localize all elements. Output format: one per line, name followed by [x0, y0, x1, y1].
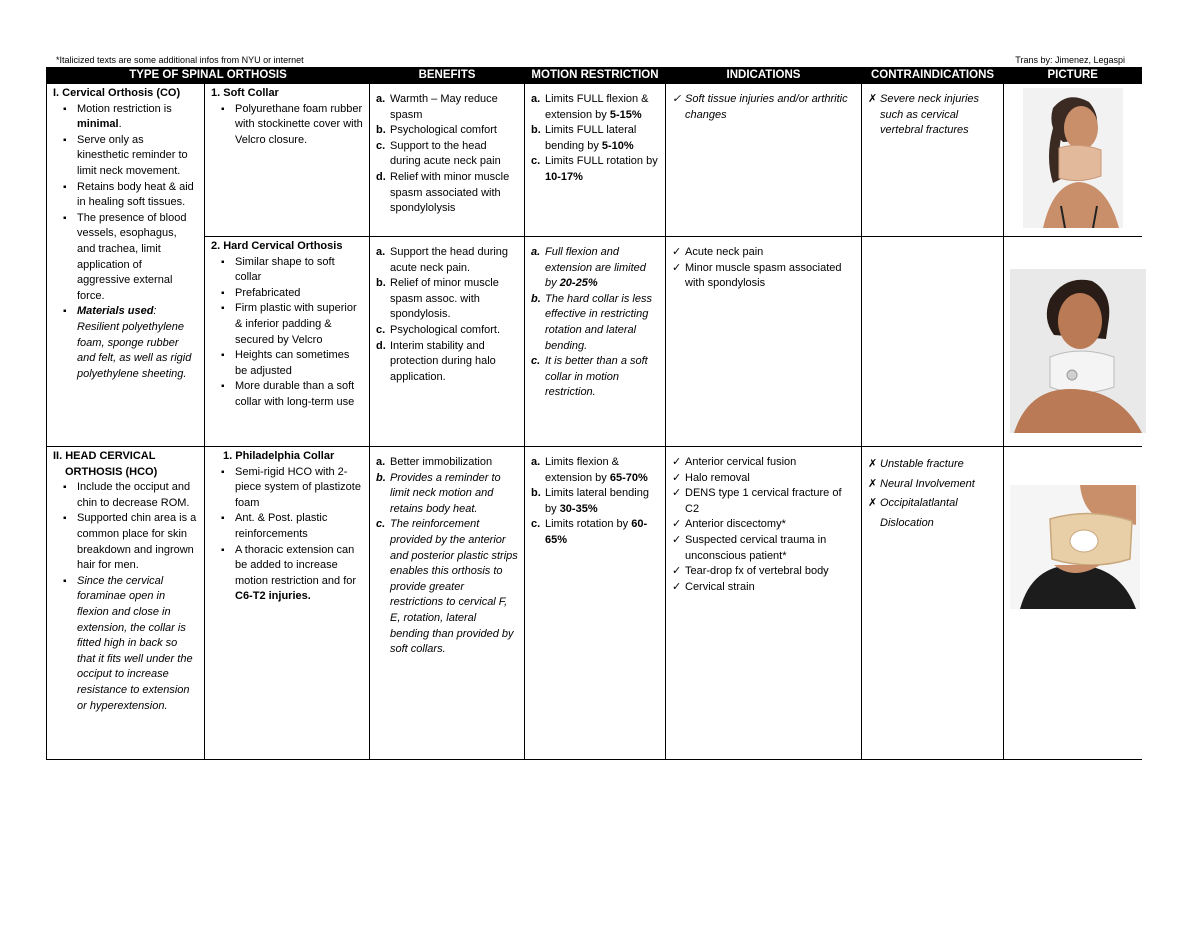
header-motion: MOTION RESTRICTION	[525, 68, 666, 84]
hard-motion-list	[531, 245, 659, 401]
co-bullets	[53, 102, 198, 383]
header-type: TYPE OF SPINAL ORTHOSIS	[47, 68, 370, 84]
list-item: b. Limits lateral bending by 30-35%	[531, 487, 649, 515]
soft-benefits-cell	[370, 84, 525, 237]
list-item: c. The reinforcement provided by the anterior and posterior plastic strips enables this orthosis to provide greater restrictions to cervical F, E, rotation, lateral bending than provided by soft collars.	[376, 518, 518, 656]
list-item: ✓ Acute neck pain	[672, 246, 764, 258]
list-item: b. Provides a reminder to limit neck motion and retains body heat.	[376, 471, 501, 515]
list-item: a. Limits FULL flexion & extension by 5-15%	[531, 93, 649, 121]
list-item: ▪ Polyurethane foam rubber with stockinette cover with Velcro closure.	[211, 102, 363, 149]
header-picture: PICTURE	[1004, 68, 1142, 84]
soft-benefits-list	[376, 92, 518, 217]
list-item: c. Psychological comfort.	[376, 323, 501, 336]
philadelphia-benefits-list	[376, 455, 518, 658]
philadelphia-indications-list	[672, 455, 855, 595]
soft-collar-cell	[205, 84, 370, 237]
list-item: ✓ Suspected cervical trauma in unconscious patient*	[672, 533, 827, 562]
list-item: ▪ Ant. & Post. plastic reinforcements	[211, 511, 363, 542]
list-item: ✗ Neural Involvement	[868, 477, 975, 490]
philadelphia-contra-cell	[862, 447, 1004, 760]
list-item: ✗ Occipitalatlantal Dislocation	[868, 497, 958, 529]
list-item: ✗ Unstable fracture	[868, 458, 964, 470]
list-item: b. The hard collar is less effective in restricting rotation and lateral bending.	[531, 292, 652, 352]
list-item: b. Relief of minor muscle spasm assoc. with spondylosis.	[376, 277, 499, 321]
list-item: a. Limits flexion & extension by 65-70%	[531, 456, 648, 484]
philadelphia-bullets	[211, 465, 363, 605]
list-item: ▪ Semi-rigid HCO with 2-piece system of plastizote foam	[211, 465, 363, 512]
list-item: ▪ Firm plastic with superior & inferior padding & secured by Velcro	[211, 301, 363, 348]
list-item: d. Relief with minor muscle spasm associated with spondylolysis	[376, 170, 510, 215]
list-item: a. Support the head during acute neck pain.	[376, 246, 509, 274]
list-item: ▪ Serve only as kinesthetic reminder to limit neck movement.	[53, 133, 198, 180]
hard-collar-photo	[1010, 269, 1146, 433]
italic-note: *Italicized texts are some additional infos from NYU or internet	[56, 55, 304, 65]
soft-collar-photo	[1023, 88, 1123, 228]
hco-bullets	[53, 480, 198, 714]
list-item: ▪ Materials used: Resilient polyethylene foam, sponge rubber and felt, as well as rigid polyethylene sheeting.	[53, 304, 198, 382]
list-item: ▪ Include the occiput and chin to decrease ROM.	[53, 480, 198, 511]
list-item: c. Limits rotation by 60-65%	[531, 518, 648, 546]
header-benefits: BENEFITS	[370, 68, 525, 84]
header-contra: CONTRAINDICATIONS	[862, 68, 1004, 84]
list-item: ✓ Soft tissue injuries and/or arthritic changes	[672, 93, 848, 121]
list-item: ✓ Cervical strain	[672, 580, 755, 593]
soft-collar-title: 1. Soft Collar	[211, 87, 279, 99]
list-item: ▪ Supported chin area is a common place for skin breakdown and ingrown hair for men.	[53, 511, 198, 573]
philadelphia-collar-photo	[1010, 485, 1140, 609]
list-item: b. Limits FULL lateral bending by 5-10%	[531, 124, 637, 152]
soft-contra-cell	[862, 84, 1004, 237]
list-item: ▪ Motion restriction is minimal.	[53, 102, 198, 133]
hard-contra-cell	[862, 237, 1004, 447]
hard-indications-list	[672, 245, 855, 292]
hco-title: II. HEAD CERVICAL ORTHOSIS (HCO)	[53, 450, 158, 478]
list-item: d. Interim stability and protection during halo application.	[376, 339, 496, 383]
philadelphia-motion-list	[531, 455, 659, 549]
list-item: ✓ DENS type 1 cervical fracture of C2	[672, 487, 842, 515]
list-item: ✓ Minor muscle spasm associated with spondylosis	[672, 261, 842, 290]
table-row	[47, 447, 1142, 760]
philadelphia-indications-cell	[666, 447, 862, 760]
list-item: b. Psychological comfort	[376, 124, 497, 137]
philadelphia-collar-cell	[205, 447, 370, 760]
list-item: ▪ More durable than a soft collar with long-term use	[211, 379, 363, 410]
soft-motion-cell	[525, 84, 666, 237]
co-cell	[47, 84, 205, 447]
hard-orthosis-cell	[205, 237, 370, 447]
list-item: ✓ Anterior discectomy*	[672, 518, 786, 531]
list-item: ▪ A thoracic extension can be added to increase motion restriction and for C6-T2 injuries.	[211, 543, 363, 605]
list-item: ▪ Heights can sometimes be adjusted	[211, 348, 363, 379]
list-item: ✓ Tear-drop fx of vertebral body	[672, 565, 829, 578]
list-item: c. Limits FULL rotation by 10-17%	[531, 155, 658, 183]
hard-collar-picture-cell	[1004, 237, 1142, 447]
philadelphia-contra-list	[868, 455, 997, 533]
hard-benefits-list	[376, 245, 518, 385]
co-title: I. Cervical Orthosis (CO)	[53, 87, 181, 99]
list-item: ▪ Similar shape to soft collar	[211, 255, 363, 286]
hard-motion-cell	[525, 237, 666, 447]
soft-indications-list	[672, 92, 855, 123]
philadelphia-motion-cell	[525, 447, 666, 760]
hard-orthosis-title: 2. Hard Cervical Orthosis	[211, 240, 343, 252]
list-item: ▪ The presence of blood vessels, esophagus, and trachea, limit application of aggressive external force.	[53, 211, 198, 305]
hard-benefits-cell	[370, 237, 525, 447]
list-item: a. Better immobilization	[376, 456, 493, 468]
hard-indications-cell	[666, 237, 862, 447]
list-item: a. Full flexion and extension are limited by 20-25%	[531, 246, 646, 290]
philadelphia-picture-cell	[1004, 447, 1142, 760]
philadelphia-benefits-cell	[370, 447, 525, 760]
header-row	[47, 68, 1142, 84]
orthosis-table	[46, 67, 1142, 760]
list-item: ▪ Prefabricated	[211, 286, 363, 302]
translator-credit: Trans by: Jimenez, Legaspi	[1015, 55, 1125, 65]
soft-indications-cell	[666, 84, 862, 237]
soft-motion-list	[531, 92, 659, 186]
list-item: a. Warmth – May reduce spasm	[376, 93, 498, 121]
hard-orthosis-bullets	[211, 255, 363, 411]
list-item: ▪ Since the cervical foraminae open in flexion and close in extension, the collar is fitted high in back so that it fits well under the occiput to increase resistance to extension or hyperextension.	[53, 574, 198, 714]
list-item: ▪ Retains body heat & aid in healing soft tissues.	[53, 180, 198, 211]
list-item: ✓ Anterior cervical fusion	[672, 456, 797, 468]
header-indications: INDICATIONS	[666, 68, 862, 84]
philadelphia-collar-title: 1. Philadelphia Collar	[223, 450, 335, 462]
soft-contra-list	[868, 92, 997, 139]
hco-cell	[47, 447, 205, 760]
list-item: c. Support to the head during acute neck pain	[376, 139, 501, 168]
list-item: ✗ Severe neck injuries such as cervical vertebral fractures	[868, 93, 980, 137]
list-item: c. It is better than a soft collar in motion restriction.	[531, 355, 648, 399]
table-row	[47, 237, 1142, 447]
table-row	[47, 84, 1142, 237]
list-item: ✓ Halo removal	[672, 471, 750, 484]
soft-collar-picture-cell	[1004, 84, 1142, 237]
